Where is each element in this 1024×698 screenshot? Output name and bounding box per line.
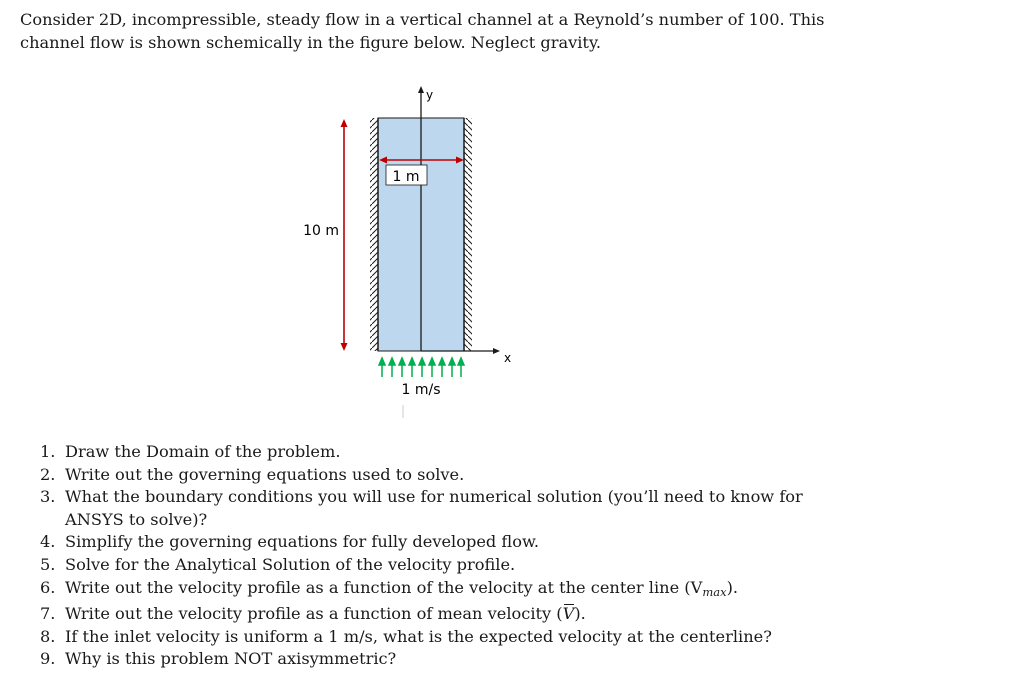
inlet-arrow bbox=[389, 358, 395, 377]
problem-statement-line-2: channel flow is shown schemically in the figure below. Neglect gravity. bbox=[20, 33, 602, 52]
inlet-arrow bbox=[379, 358, 385, 377]
question-item bbox=[40, 626, 820, 649]
inlet-arrow bbox=[409, 358, 415, 377]
right-wall-hatching bbox=[464, 118, 472, 351]
question-text: Write out the governing equations used to solve. bbox=[65, 464, 465, 484]
question-text: Simplify the governing equations for fully developed flow. bbox=[65, 532, 540, 552]
question-text: Write out the velocity profile as a function of mean velocity ( bbox=[65, 604, 563, 624]
question-item bbox=[40, 577, 820, 604]
question-item bbox=[40, 486, 820, 531]
question-item bbox=[40, 648, 820, 671]
inlet-arrows bbox=[379, 358, 464, 377]
question-number: 4. bbox=[40, 532, 56, 552]
question-number: 1. bbox=[40, 442, 56, 461]
height-label: 10 m bbox=[303, 223, 339, 239]
question-item bbox=[40, 554, 820, 577]
question-text-continued: ANSYS to solve)? bbox=[65, 509, 208, 529]
question-text-tail: ). bbox=[726, 577, 739, 597]
question-text: Why is this problem NOT axisymmetric? bbox=[65, 649, 397, 669]
question-text: What the boundary conditions you will use for numerical solution (you’ll need to know for bbox=[65, 487, 803, 507]
inlet-velocity-label: 1 m/s bbox=[401, 382, 441, 398]
inlet-arrow bbox=[419, 358, 425, 377]
inlet-arrow bbox=[429, 358, 435, 377]
inlet-arrow bbox=[458, 358, 464, 377]
width-label: 1 m bbox=[392, 169, 420, 185]
mean-velocity-symbol: V bbox=[563, 603, 575, 626]
question-text: If the inlet velocity is uniform a 1 m/s, what is the expected velocity at the centerline? bbox=[65, 626, 772, 646]
question-number: 5. bbox=[40, 554, 56, 574]
question-number: 3. bbox=[40, 487, 56, 507]
inlet-arrow bbox=[449, 358, 455, 377]
question-number: 9. bbox=[40, 649, 56, 669]
x-axis-arrowhead bbox=[493, 348, 500, 354]
question-item bbox=[40, 441, 820, 464]
question-item bbox=[40, 531, 820, 554]
y-axis-label: y bbox=[426, 88, 434, 102]
x-axis-label: x bbox=[504, 351, 512, 365]
y-axis-arrowhead bbox=[418, 86, 424, 93]
question-text: Draw the Domain of the problem. bbox=[65, 442, 341, 461]
question-number: 6. bbox=[40, 577, 56, 597]
vmax-subscript: max bbox=[702, 584, 727, 599]
question-number: 8. bbox=[40, 626, 56, 646]
left-wall-hatching bbox=[370, 118, 378, 351]
question-item bbox=[40, 603, 820, 626]
height-arrowhead-bottom bbox=[341, 343, 348, 351]
question-text: Write out the velocity profile as a function of the velocity at the center line (V bbox=[65, 577, 703, 597]
question-number: 7. bbox=[40, 604, 56, 624]
inlet-arrow bbox=[439, 358, 445, 377]
question-number: 2. bbox=[40, 464, 56, 484]
question-item bbox=[40, 464, 820, 487]
question-text: Solve for the Analytical Solution of the velocity profile. bbox=[65, 554, 516, 574]
question-list bbox=[40, 441, 820, 671]
height-arrowhead-top bbox=[341, 119, 348, 127]
problem-statement-line-1: Consider 2D, incompressible, steady flow in a vertical channel at a Reynold’s number of 100. This bbox=[20, 10, 825, 29]
inlet-arrow bbox=[399, 358, 405, 377]
question-text-tail: ). bbox=[574, 604, 586, 624]
